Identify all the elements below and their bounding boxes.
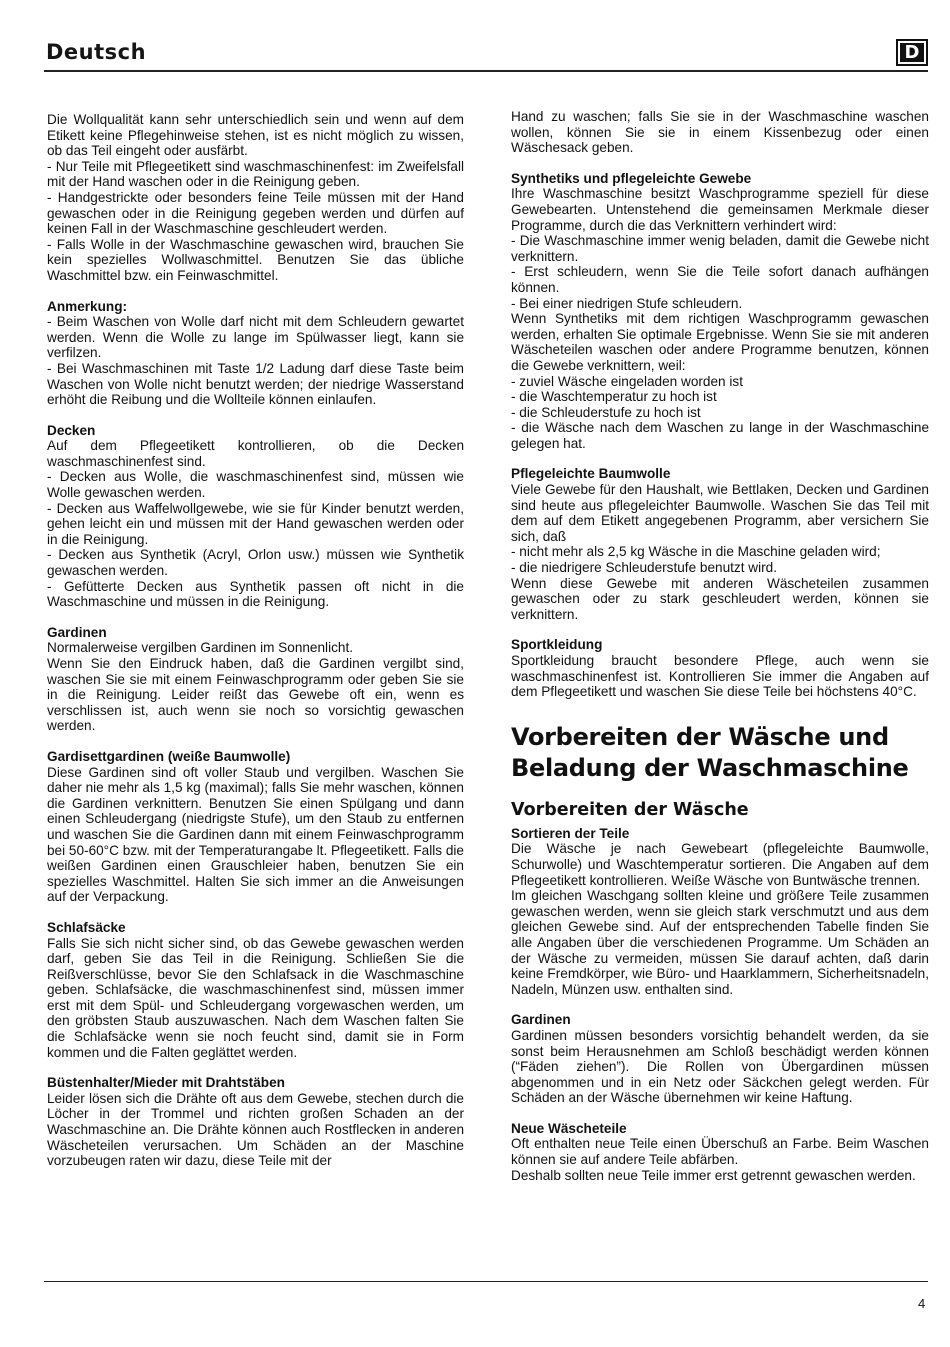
section-heading-gardisett: Gardisettgardinen (weiße Baumwolle): [47, 748, 291, 764]
paragraph: Deshalb sollten neue Teile immer erst getrennt gewaschen werden.: [511, 1167, 916, 1183]
intro-paragraph: Hand zu waschen; falls Sie sie in der Waschmaschine waschen wollen, können Sie sie in einem Kissenbezug oder einen Wäschesack geben.: [511, 109, 929, 156]
paragraph: Gardinen müssen besonders vorsichtig behandelt werden, da sie sonst beim Herausnehmen am Schloß beschädigt werden können (“Fäden ziehen”). Die Rollen von Übergardinen müssen abgenommen und in ein Netz oder Säckchen gelegt werden. Für Schäden an der Wäsche übernehmen wir keine Haftung.: [511, 1027, 929, 1106]
paragraph: - die Wäsche nach dem Waschen zu lange in der Waschmaschine gelegen hat.: [511, 420, 929, 451]
paragraph: - Die Waschmaschine immer wenig beladen, damit die Gewebe nicht verknittern.: [511, 233, 929, 264]
paragraph: Im gleichen Waschgang sollten kleine und größere Teile zusammen gewaschen werden, wenn sie gleich stark verschmutzt und aus dem gleichen Gewebe sind. Auf der entsprechenden Tabelle finden Sie alle Angaben über die verschiedenen Programme. Um Schäden an der Wäsche zu vermeiden, müssen Sie darauf achten, daß darin keine Fremdkörper, wie Büro- und Haarklammern, Sicherheitsnadeln, Nadeln, Münzen usw. enthalten sind.: [511, 888, 929, 997]
paragraph: Oft enthalten neue Teile einen Überschuß an Farbe. Beim Waschen können sie auf andere Teile abfärben.: [511, 1136, 929, 1168]
left-column: [47, 112, 464, 1169]
paragraph: - die Schleuderstufe zu hoch ist: [511, 404, 701, 420]
section-heading-sportkleidung: Sportkleidung: [511, 637, 603, 653]
page-number: 4: [918, 1296, 926, 1311]
intro-paragraph: - Handgestrickte oder besonders feine Teile müssen mit der Hand gewaschen oder in die Reinigung gegeben werden und dürfen auf keinen Fall in der Waschmaschine geschleudert werden.: [47, 189, 464, 237]
intro-paragraph: - Falls Wolle in der Waschmaschine gewaschen wird, brauchen Sie kein spezielles Wollwaschmittel. Benutzen Sie das übliche Waschmittel bzw. ein Feinwaschmittel.: [47, 236, 464, 283]
paragraph: - die niedrigere Schleuderstufe benutzt wird.: [511, 560, 777, 576]
paragraph: - Decken aus Synthetik (Acryl, Orlon usw.) müssen wie Synthetik gewaschen werden.: [47, 547, 464, 579]
intro-paragraph: Die Wollqualität kann sehr unterschiedlich sein und wenn auf dem Etikett keine Pflegehinweise stehen, ist es nicht möglich zu wissen, ob das Teil eingeht oder ausfärbt.: [47, 112, 464, 159]
paragraph: Leider lösen sich die Drähte oft aus dem Gewebe, stechen durch die Löcher in der Trommel und richten großen Schaden an der Waschmaschine an. Die Drähte können auch Rostflecken in anderen Wäscheteilen verursachen. Um Schäden an der Maschine vorzubeugen raten wir dazu, diese Teile mit der: [47, 1090, 464, 1169]
header-rule: [44, 70, 928, 72]
section-heading-baumwolle: Pflegeleichte Baumwolle: [511, 466, 671, 482]
section-heading-buestenhalter: Büstenhalter/Mieder mit Drahtstäben: [47, 1075, 285, 1091]
section-heading-anmerkung: Anmerkung:: [47, 298, 128, 314]
paragraph: - die Waschtemperatur zu hoch ist: [511, 389, 717, 405]
paragraph: - Bei einer niedrigen Stufe schleudern.: [511, 295, 743, 311]
paragraph: Ihre Waschmaschine besitzt Waschprogramme speziell für diese Gewebearten. Untenstehend die gemeinsamen Merkmale dieser Programme, durch die das Verknittern verhindert wird:: [511, 186, 929, 233]
language-badge: D: [896, 39, 928, 66]
paragraph: - Beim Waschen von Wolle darf nicht mit dem Schleudern gewartet werden. Wenn die Wolle zu lange im Spülwasser liegt, kann sie verfilzen.: [47, 314, 464, 361]
paragraph: Normalerweise vergilben Gardinen im Sonnenlicht.: [47, 640, 354, 656]
paragraph: Diese Gardinen sind oft voller Staub und vergilben. Waschen Sie daher nie mehr als 1,5 kg (maximal); falls Sie mehr waschen, können die Gardinen verknittern. Benutzen Sie einen Spülgang und dann einen Schleudergang (niedrigste Stufe), um den Staub zu entfernen und waschen Sie die Gardinen dann mit einem Feinwaschprogramm bei 50-60°C bzw. mit der Temperaturangabe lt. Pflegeetikett. Falls die weißen Gardinen einen Grauschleier haben, benutzen Sie ein spezielles Waschmittel. Halten Sie sich immer an die Anweisungen auf der Verpackung.: [47, 764, 464, 905]
paragraph: - zuviel Wäsche eingeladen worden ist: [511, 373, 743, 389]
section-heading-decken: Decken: [47, 422, 96, 438]
section-heading-gardinen: Gardinen: [47, 624, 107, 640]
section-heading-gardinen: Gardinen: [511, 1012, 571, 1028]
section-heading-sortieren: Sortieren der Teile: [511, 825, 630, 841]
paragraph: Die Wäsche je nach Gewebeart (pflegeleichte Baumwolle, Schurwolle) und Waschtemperatur sortieren. Die Angaben auf dem Pflegeetikett kontrollieren. Weiße Wäsche von Buntwäsche trennen.: [511, 841, 929, 888]
section-heading-schlafsaecke: Schlafsäcke: [47, 919, 126, 935]
paragraph: Viele Gewebe für den Haushalt, wie Bettlaken, Decken und Gardinen sind heute aus pflegeleichter Baumwolle. Waschen Sie das Teil mit dem auf dem Etikett angegebenen Programm, aber versichern Sie sich, daß: [511, 482, 929, 544]
paragraph: Wenn diese Gewebe mit anderen Wäscheteilen zusammen gewaschen oder zu stark geschleudert werden, können sie verknittern.: [511, 575, 929, 622]
section-title: Vorbereiten der Wäsche: [511, 799, 749, 820]
paragraph: Falls Sie sich nicht sicher sind, ob das Gewebe gewaschen werden darf, geben Sie das Teil in die Reinigung. Schließen Sie die Reißverschlüsse, bevor Sie den Schlafsack in die Waschmaschine geben. Schlafsäcke, die waschmaschinenfest sind, müssen immer erst mit dem Spül- und Schleudergang vorgewaschen werden, um den gröbsten Staub auszuwaschen. Nach dem Waschen falten Sie die Schlafsäcke wenn sie noch feucht sind, damit sie in Form kommen und die Falten geglättet werden.: [47, 935, 464, 1060]
paragraph: - Erst schleudern, wenn Sie die Teile sofort danach aufhängen können.: [511, 264, 929, 295]
paragraph: - Decken aus Waffelwollgewebe, wie sie für Kinder benutzt werden, gehen leicht ein und müssen mit der Hand gewaschen werden oder in die Reinigung.: [47, 500, 464, 547]
paragraph: - nicht mehr als 2,5 kg Wäsche in die Maschine geladen wird;: [511, 544, 881, 560]
paragraph: Wenn Sie den Eindruck haben, daß die Gardinen vergilbt sind, waschen Sie sie mit einem Feinwaschprogramm oder geben Sie sie in die Reinigung. Leider reißt das Gewebe oft ein, wenn es verschlissen ist, auch wenn sie noch so vorsichtig gewaschen werden.: [47, 656, 464, 734]
paragraph: - Decken aus Wolle, die waschmaschinenfest sind, müssen wie Wolle gewaschen werden.: [47, 469, 464, 501]
intro-paragraph: - Nur Teile mit Pflegeetikett sind waschmaschinenfest: im Zweifelsfall mit der Hand waschen oder in die Reinigung geben.: [47, 158, 464, 190]
paragraph: - Gefütterte Decken aus Synthetik passen oft nicht in die Waschmaschine und müssen in die Reinigung.: [47, 578, 464, 610]
paragraph: Auf dem Pflegeetikett kontrollieren, ob die Decken waschmaschinenfest sind.: [47, 438, 464, 469]
paragraph: - Bei Waschmaschinen mit Taste 1/2 Ladung darf diese Taste beim Waschen von Wolle nicht benutzt werden; der niedrige Wasserstand erhöht die Reibung und die Wollteile können einlaufen.: [47, 360, 464, 408]
footer-rule: [44, 1281, 928, 1282]
section-heading-neue-waescheteile: Neue Wäscheteile: [511, 1120, 627, 1136]
chapter-title: Vorbereiten der Wäsche und Beladung der Waschmaschine: [511, 722, 909, 782]
paragraph: Wenn Synthetiks mit dem richtigen Waschprogramm gewaschen werden, erhalten Sie optimale Ergebnisse. Wenn Sie sie mit anderen Wäscheteilen waschen oder andere Programme benutzen, können die Gewebe verknittern, weil:: [511, 311, 929, 373]
paragraph: Sportkleidung braucht besondere Pflege, auch wenn sie waschmaschinenfest ist. Kontrollieren Sie immer die Angaben auf dem Pflegeetikett und waschen Sie diese Teile bei höchstens 40°C.: [511, 653, 929, 700]
section-heading-synthetiks: Synthetiks und pflegeleichte Gewebe: [511, 170, 752, 186]
right-column: [511, 109, 929, 1183]
page-header-language: Deutsch: [46, 40, 147, 64]
